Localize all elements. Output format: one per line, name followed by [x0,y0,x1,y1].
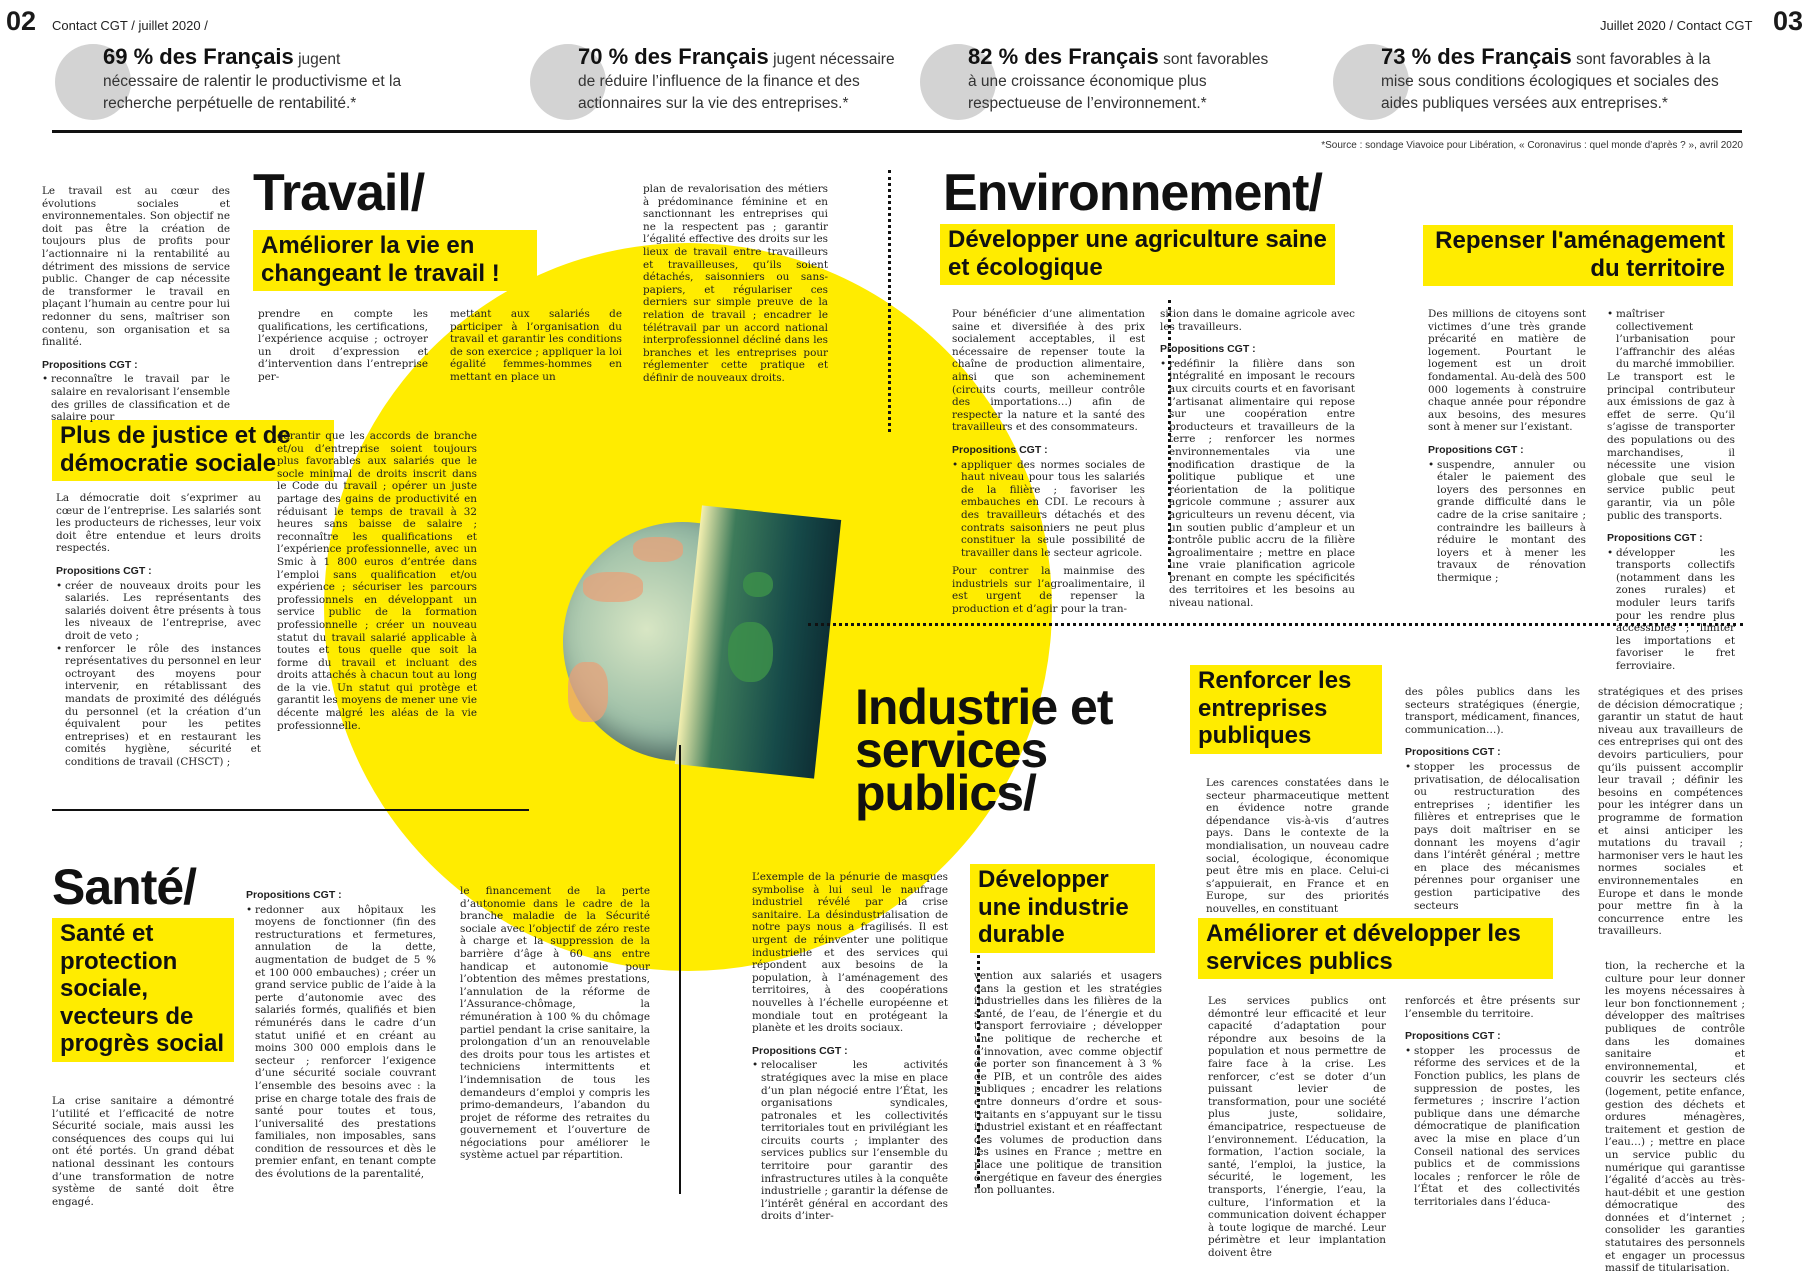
source-note: *Source : sondage Viavoice pour Libération, « Coronavirus : quel monde d’après ? », avril 2020 [1321,140,1743,151]
propositions-heading: Propositions CGT : [56,564,152,577]
headline-sante: Santé et protection sociale, vecteurs de progrès social [52,918,234,1062]
divider-dotted [808,623,1743,626]
propositions-heading: Propositions CGT : [246,889,342,901]
divider-dotted [888,170,891,432]
text-column [1208,995,1386,1269]
proposal-item: • renforcer le rôle des instances représentatives du personnel en leur octroyant des moyens pour intervenir, en rétablissant des mandats de proximité des délégués du personnel (et la création d’un équivalent pour les petites entreprises) et en restaurant les comités hygiène, sécurité et conditions de travail (CHSCT) ; [56,643,261,769]
proposal-item: • stopper les processus de réforme des services et de la Fonction publics, les plans de suppression de postes, les fermetures ; inscrire l’action publique dans une démarche démocratique de planification avec la mise en place d’un Conseil national des services publics et de commissions locales ; renforcer le rôle de l’État et des collectivités territoriales dans l’éduca- [1405,1045,1580,1209]
proposal-item: • appliquer des normes sociales de haut niveau pour tous les salariés de la filière ; favoriser les embauches en CDI. Le recours à des travailleurs détachés et des contrats saisonniers ne peut plus constituer la seule possibilité de travailler dans le secteur agricole. [952,459,1145,560]
stat-figure: 69 % des Français [103,44,294,69]
text-column [450,308,622,394]
section-title-environnement: Environnement/ [943,164,1322,222]
paragraph: Le transport est le principal contributeur aux émissions de gaz à effet de serre. Qu’il s’agisse de transporter des populations ou des marchandises, il nécessite une vision globale que seul le service public peut garantir, via un pôle public des transports. [1607,370,1735,522]
paragraph: vention aux salariés et usagers dans la gestion et les stratégies industrielles dans les filières de la santé, de l’eau, de l’énergie et du transport ferroviaire ; développer une politique de recherche et d’innovation, avec comme objectif de porter son financement à 3 % de PIB, et un contrôle des aides publiques ; encadrer les relations entre donneurs d’ordre et sous-traitants en s’appuyant sur le tissu industriel existant et en réaffectant des volumes de production dans les usines en France ; mettre en place une politique de transition énergétique en faveur des énergies non polluantes. [974,970,1162,1197]
stat-figure: 73 % des Français [1381,44,1572,69]
propositions-heading: Propositions CGT : [752,1044,848,1057]
headline-services: Améliorer et développer les services publics [1198,918,1553,979]
paragraph: stratégiques et des prises de décision démocratique ; garantir un statut de haut niveau aux travailleurs de ces entreprises qui ont des devoirs particuliers, pour qu’ils puissent accomplir leur travail ; définir les besoins en compétences pour les intégrer dans un programme de formation et ainsi anticiper les mutations du travail ; harmoniser vers le haut les normes sociales et environnementales en Europe et dans le monde pour mettre fin à la concurrence entre les travailleurs. [1598,686,1743,938]
headline-territoire: Repenser l'aménagement du territoire [1423,225,1733,286]
proposal-item: • développer les transports collectifs (notamment dans les zones rurales) et moduler leurs tarifs pour les rendre plus accessibles ; limiter les importations et favoriser le fret ferroviaire. [1607,547,1735,673]
folio-right: 03 [1773,6,1804,36]
headline-justice: Plus de justice et de démocratie sociale [52,420,334,481]
paragraph: La démocratie doit s’exprimer au cœur de l’entreprise. Les salariés sont les producteurs de richesses, leur voix doit être entendue et leurs droits respectés. [56,492,261,555]
headline-agriculture: Développer une agriculture saine et écologique [940,224,1335,285]
text-column [42,185,230,424]
propositions-heading: Propositions CGT : [1405,1030,1501,1043]
paragraph: Pour bénéficier d’une alimentation saine et diversifiée à des prix socialement acceptables, il est nécessaire de repenser toute la chaîne de production alimentaire, ainsi que son acheminement (circuits courts, meilleur contrôle des importations…) afin de respecter la nature et la santé des travailleurs et des consommateurs. [952,308,1145,434]
proposal-item: • redéfinir la filière dans son intégralité en imposant le recours aux circuits courts et en favorisant l’artisanat alimentaire qui repose sur une coopération entre producteurs et travailleurs de la terre ; renforcer les normes environnementales via une modification drastique de la politique publique et une réorientation de la politique agricole commune ; assurer aux agriculteurs un revenu décent, via un soutien public d’ampleur et un contrôle public accru de la filière agroalimentaire ; mettre en place une vraie planification agricole prenant en compte les spécificités des territoires et les besoins au niveau national. [1160,358,1355,610]
text-column [1428,308,1586,584]
text-column [974,970,1162,1207]
text-column [258,308,428,394]
text-column [56,492,261,768]
headline-industrie: Développer une industrie durable [970,864,1155,953]
propositions-heading: Propositions CGT : [1428,443,1524,456]
running-head-left: Contact CGT / juillet 2020 / [52,18,208,33]
headline-travail: Améliorer la vie en changeant le travail ! [253,230,537,291]
headline-entreprises: Renforcer les entreprises publiques [1190,665,1382,754]
propositions-heading: Propositions CGT : [1160,343,1256,356]
stat-text: jugent nécessaire de réduire l’influence de la finance et des actionnaires sur la vie des entreprises.* [578,51,895,112]
text-column [643,183,828,395]
proposal-item: • créer de nouveaux droits pour les salariés. Les représentants des salariés doivent être présents à tous les niveaux de l’entreprise, avec droit de veto ; [56,580,261,643]
stat-text: jugent nécessaire de ralentir le productivisme et la recherche perpétuelle de rentabilité.* [103,51,402,112]
stat-block-3 [920,40,1290,125]
folio-left: 02 [6,6,37,36]
paragraph: prendre en compte les qualifications, les certifications, l’expérience acquise ; octroyer un droit d’expression et d’intervention dans l’entreprise per- [258,308,428,383]
paragraph: Les carences constatées dans le secteur pharmaceutique mettent en évidence notre grande dépendance vis-à-vis d’autres pays. Dans le contexte de la mondialisation, un nouveau cadre social, écologique, économique peut être mis en place. Celui-ci s’appuierait, en France et en Europe, sur des priorités nouvelles, en constituant [1206,777,1389,915]
paragraph: mettant aux salariés de participer à l’organisation du travail et garantir les conditions de son exercice ; appliquer la loi égalité femmes-hommes en mettant en place un [450,308,622,383]
proposal-item: • reconnaître le travail par le salaire en revalorisant l’ensemble des grilles de classification et de salaire pour [42,373,230,423]
stat-block-1 [55,40,402,125]
paragraph: La crise sanitaire a démontré l’utilité et l’efficacité de notre Sécurité sociale, mais aussi les conséquences des coups qui lui ont été portés. Un grand débat national dessinant les contours d’une transformation de notre système de santé doit être engagé. [52,1095,234,1208]
text-column [752,871,948,1223]
text-column [460,885,650,1172]
globe-illustration [563,522,802,761]
text-column [246,885,436,1181]
proposal-item: • maîtriser collectivement l’urbanisation pour l’affranchir des aléas du marché immobilier. [1607,308,1735,371]
text-column [1405,995,1580,1209]
running-head-right: Juillet 2020 / Contact CGT [1600,18,1753,33]
paragraph: le financement de la perte d’autonomie dans le cadre de la branche maladie de la Sécurité sociale avec l’objectif de zéro reste à charge et la suppression de la barrière d’âge à 60 ans entre handicap et autonomie pour l’obtention des mêmes prestations, l’annulation de la réforme de l’Assurance-chômage, la rémunération à 100 % du chômage partiel pendant la crise sanitaire, la prolongation d’un an renouvelable des droits pour tous les artistes et techniciens intermittents et l’indemnisation de tous les demandeurs d’emploi y compris les primo-demandeurs, l’abandon du projet de réforme des retraites du gouvernement et l’ouverture de négociations pour améliorer le système actuel par répartition. [460,885,650,1162]
text-column [1598,686,1743,948]
text-column [277,430,477,742]
section-title-industrie: Industrie et services publics/ [855,679,1113,821]
proposal-item: • relocaliser les activités stratégiques avec la mise en place d’un plan négocié entre l’État, les organisations syndicales, patronales et les collectivités territoriales tout en privilégiant les circuits courts ; implanter des services publics sur l’ensemble du territoire pour garantir des infrastructures utiles à la conquête industrielle ; garantir la défense de l’intérêt général en accordant des droits d’inter- [752,1059,948,1223]
section-title-sante: Santé/ [52,859,197,915]
stat-figure: 70 % des Français [578,44,769,69]
paragraph: plan de revalorisation des métiers à prédominance féminine et en sanctionnant les entreprises qui ne la respectent pas ; garantir l’égalité effective des droits sur les lieux de travail entre travailleurs et travailleuses, qu’ils soient détachés, saisonniers ou sans-papiers, et régulariser ces derniers sur simple preuve de la relation de travail ; encadrer le télétravail par un accord national interprofessionnel décliné dans les branches et les entreprises pour réglementer cette pratique et définir de nouveaux droits. [643,183,828,384]
propositions-heading: Propositions CGT : [1405,746,1501,759]
proposal-item: • stopper les processus de privatisation, de délocalisation ou restructuration des entreprises ; identifier les filières et entreprises que le pays doit maîtriser en se donnant les moyens d’agir dans l’intérêt général ; mettre en place des mécanismes pérennes pour organiser une gestion participative des secteurs [1405,761,1580,912]
text-column [1607,308,1735,673]
stat-block-4 [1333,40,1733,125]
paragraph: Pour contrer la mainmise des industriels sur l’agroalimentaire, il est urgent de repenser la production et d’agir pour la tran- [952,565,1145,616]
text-column [52,1095,234,1218]
divider-solid [52,809,529,811]
paragraph: renforcés et être présents sur l’ensemble du territoire. [1405,995,1580,1020]
stat-text: sont favorables à la mise sous conditions écologiques et sociales des aides publiques versées aux entreprises.* [1381,51,1719,112]
paragraph: tion, la recherche et la culture pour leur donner les moyens nécessaires à leur bon fonctionnement ; développer des maîtrises publiques de contrôle dans les domaines sanitaire et environnemental, et couvrir les secteurs clés (logement, petite enfance, gestion des déchets et ordures ménagères, traitement et gestion de l’eau…) ; mettre en place un service public du numérique qui garantisse l’égalité d’accès au très-haut-débit et une gestion démocratique des données et d’internet ; consolider les garanties statutaires des personnels et engager un processus massif de titularisation. [1605,960,1745,1275]
paragraph: L’exemple de la pénurie de masques symbolise à lui seul le naufrage industriel révélé par la crise sanitaire. La désindustrialisation de notre pays nous a fragilisés. Il est urgent de réinventer une politique industrielle et des services qui répondent aux besoins de la population, à l’aménagement des territoires, à des coopérations nouvelles à l’échelle européenne et mondiale tout en protégeant la planète et les droits sociaux. [752,871,948,1035]
propositions-heading: Propositions CGT : [952,443,1048,456]
paragraph: sition dans le domaine agricole avec les travailleurs. [1160,308,1355,333]
text-column [1405,686,1580,912]
paragraph: garantir que les accords de branche et/ou d’entreprise soient toujours plus favorables aux salariés que le socle minimal de droits inscrit dans le Code du travail ; opérer un juste partage des gains de productivité en réduisant le temps de travail à 32 heures sans baisse de salaire ; reconnaître les qualifications et l’expérience professionnelle, avec un Smic à 1 800 euros d’entrée dans l’emploi sans qualification et/ou expérience ; sécuriser les parcours professionnels en développant un service public de la formation professionnelle ; créer un nouveau statut du travail salarié applicable à toutes et tous quelle que soit la forme du travail et incluant des droits attachés à chacun tout au long de la vie. Un statut qui protège et garantit les moyens de mener une vie décente malgré les aléas de la vie professionnelle. [277,430,477,732]
paragraph: Les services publics ont démontré leur efficacité et leur capacité d’adaptation pour répondre aux besoins de la population et nous permettre de faire face à la crise. Les renforcer, c’est se doter d’un puissant levier de transformation, pour une société plus juste, solidaire, émancipatrice, respectueuse de l’environnement. L’éducation, la formation, l’action sociale, la santé, l’emploi, la justice, la sécurité, le logement, les transports, l’énergie, l’eau, la culture, l’information et la communication doivent échapper à toute logique de marché. Leur périmètre et leur implantation doivent être [1208,995,1386,1259]
proposal-item: • suspendre, annuler ou étaler le paiement des loyers des personnes en grande difficulté dans le cadre de la crise sanitaire ; contraindre les bailleurs à réduire le montant des loyers et à mener les travaux de rénovation thermique ; [1428,459,1586,585]
divider-solid [679,745,681,1194]
stat-block-2 [530,40,900,125]
header-rule [52,130,1742,133]
proposal-item: • redonner aux hôpitaux les moyens de fonctionner (fin des restructurations et fermetures, annulation de la dette, augmentation de budget de 5 % et 100 000 embauches) ; créer un grand service public de l’aide à la perte d’autonomie avec des salariés formés, qualifiés et bien rémunérés dans le cadre d’un statut unifié et en créant au moins 300 000 emplois dans le secteur ; renforcer l’exigence d’une sécurité sociale couvrant l’ensemble des besoins avec : la prise en charge totale des frais de santé pour toutes et tous, l’universalité des prestations familiales, non imposables, sans condition de ressources et dès le premier enfant, en tenant compte des évolutions de la parentalité, [246,904,436,1181]
text-column [1206,777,1389,926]
paragraph: Le travail est au cœur des évolutions sociales et environnementales. Son objectif ne doit pas être la création de toujours plus de profits pour l’actionnaire ni la rentabilité au détriment des missions de service public. Changer de cap nécessite de transformer le travail en plaçant l’humain au centre pour lui redonner du sens, maîtriser son contenu, son organisation et sa finalité. [42,185,230,349]
section-title-travail: Travail/ [253,164,425,222]
text-column [1160,308,1355,610]
stat-figure: 82 % des Français [968,44,1159,69]
text-column [1605,960,1745,1285]
text-column [952,308,1145,626]
propositions-heading: Propositions CGT : [1607,532,1703,545]
paragraph: Des millions de citoyens sont victimes d’une très grande précarité en matière de logement. Pourtant le logement est un droit fondamental. Au-delà des 500 000 logements à construire chaque année pour répondre aux besoins, des mesures sont à mener sur l’existant. [1428,308,1586,434]
propositions-heading: Propositions CGT : [42,358,138,371]
stat-text: sont favorables à une croissance économique plus respectueuse de l’environnement.* [968,51,1269,112]
paragraph: des pôles publics dans les secteurs stratégiques (énergie, transport, médicament, finances, communication…). [1405,686,1580,736]
